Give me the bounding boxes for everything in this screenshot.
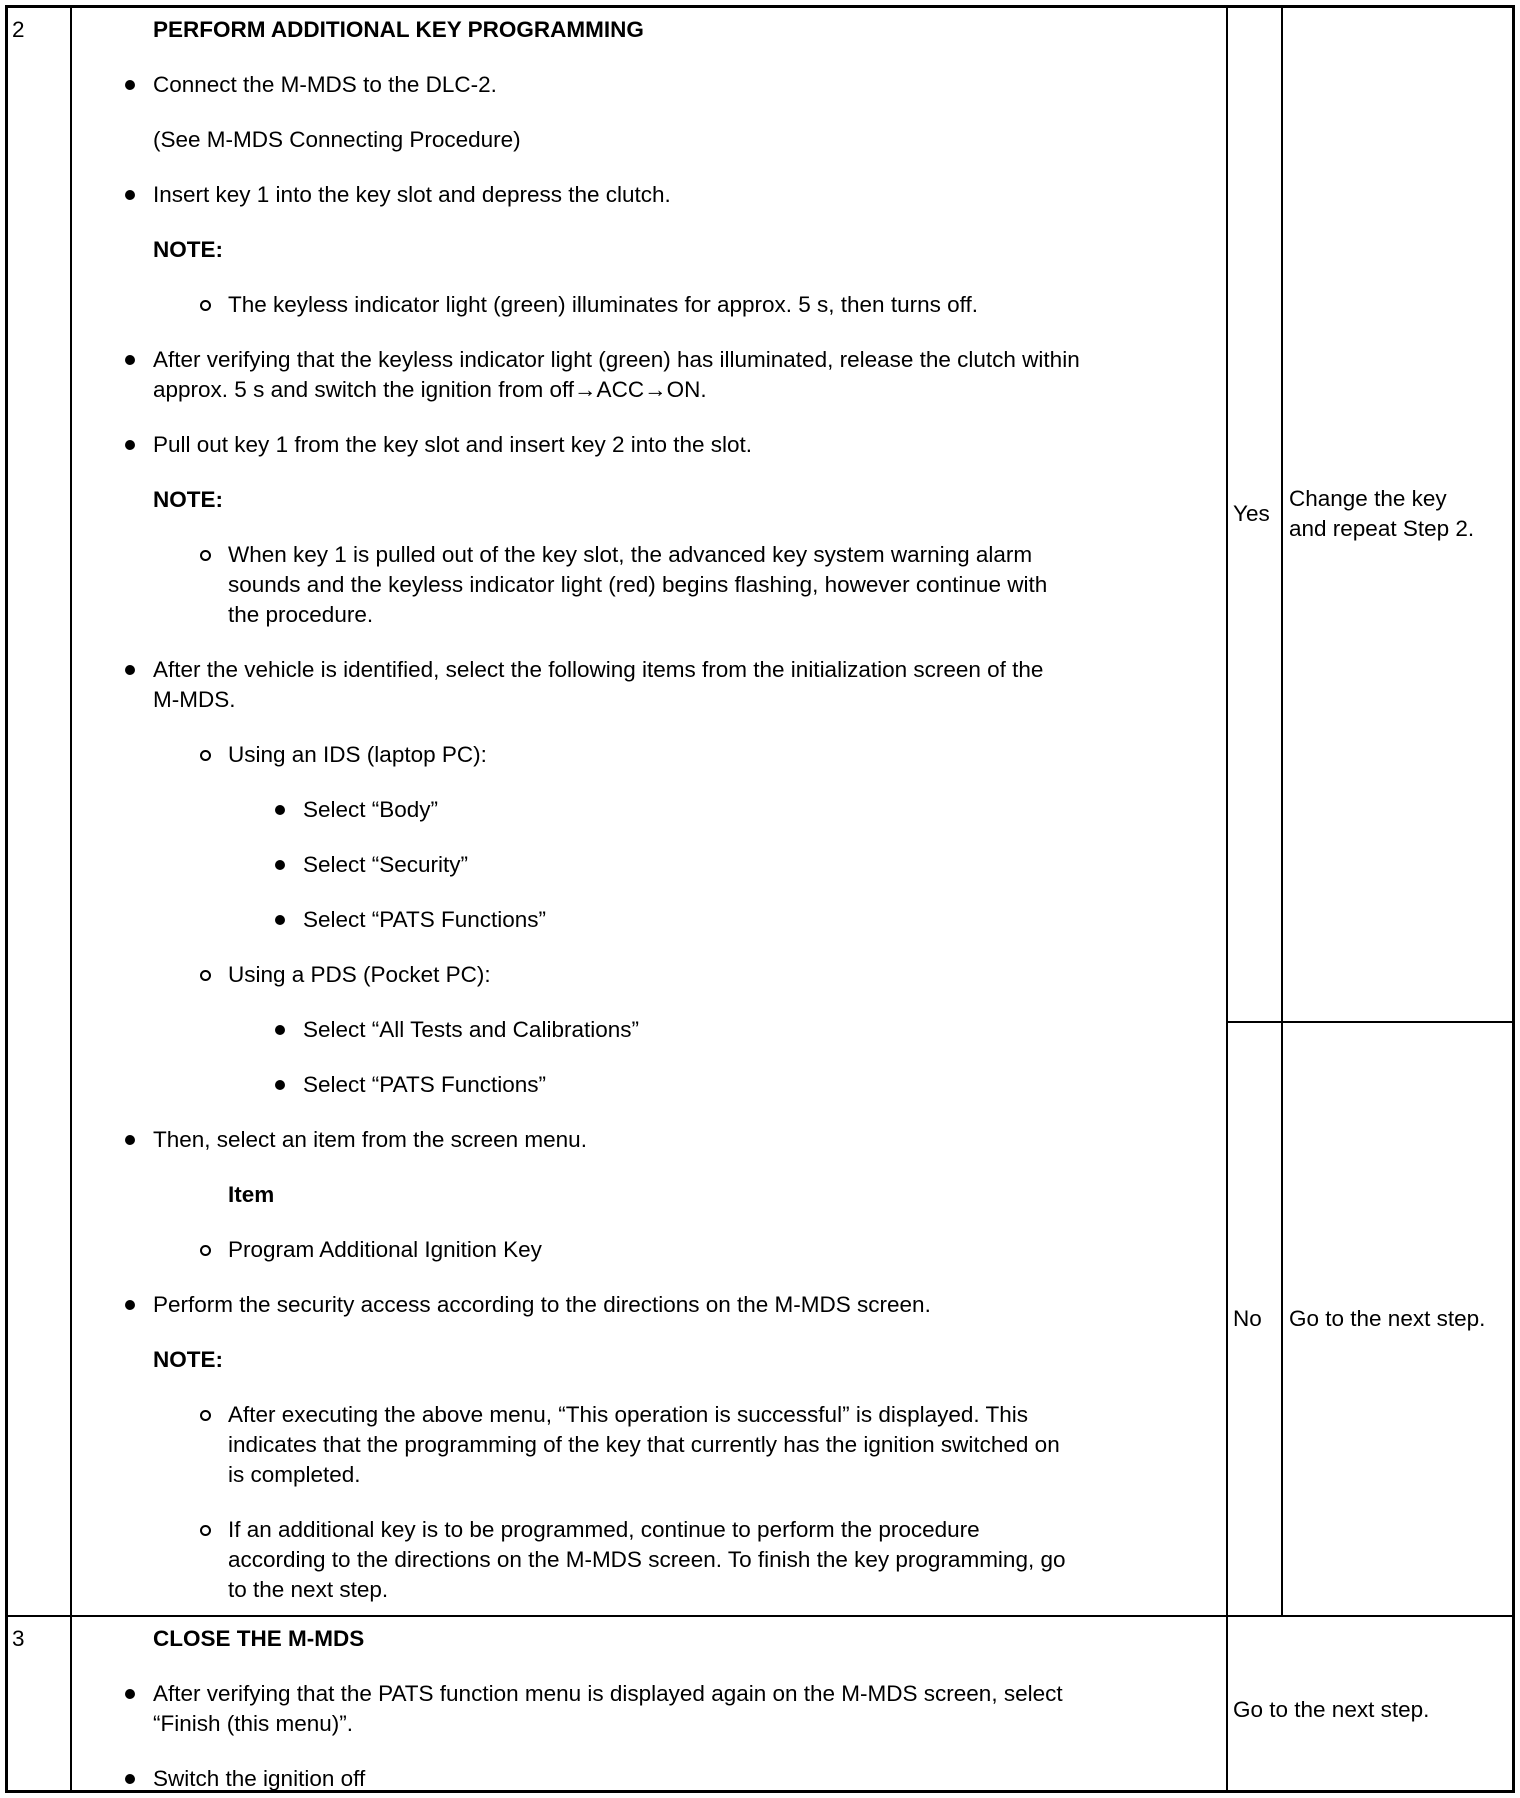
result-yes-label: Yes — [1233, 501, 1270, 526]
item-text: Insert key 1 into the key slot and depress the clutch. — [153, 182, 671, 207]
table-border-right — [1512, 5, 1515, 1793]
item-text: After the vehicle is identified, select the following items from the initialization screen of the — [153, 657, 1044, 682]
heading-text: Item — [228, 1182, 275, 1207]
result-no-action: Go to the next step. — [1289, 1306, 1486, 1331]
bullet-dot — [125, 80, 135, 90]
table-border-left — [5, 5, 8, 1793]
item-text: Switch the ignition off — [153, 1766, 366, 1791]
bullet-dot — [125, 1774, 135, 1784]
table-border-top — [5, 5, 1515, 8]
bullet-dot — [275, 915, 285, 925]
item-text: M-MDS. — [153, 687, 236, 712]
answer-column-divider — [1281, 5, 1283, 1617]
item-text: After verifying that the keyless indicator light (green) has illuminated, release the clutch within — [153, 347, 1080, 372]
bullet-dot — [125, 1689, 135, 1699]
item-text: indicates that the programming of the key that currently has the ignition switched on — [228, 1432, 1060, 1457]
item-text: After verifying that the PATS function menu is displayed again on the M-MDS screen, select — [153, 1681, 1063, 1706]
item-text: If an additional key is to be programmed, continue to perform the procedure — [228, 1517, 980, 1542]
bullet-dot — [275, 860, 285, 870]
item-text: When key 1 is pulled out of the key slot, the advanced key system warning alarm — [228, 542, 1033, 567]
item-text: The keyless indicator light (green) illuminates for approx. 5 s, then turns off. — [228, 292, 978, 317]
bullet-dot — [125, 355, 135, 365]
results-column-divider — [1226, 5, 1228, 1793]
item-text: Pull out key 1 from the key slot and insert key 2 into the slot. — [153, 432, 753, 457]
item-text: Select “Security” — [303, 852, 469, 877]
heading-text: NOTE: — [153, 487, 223, 512]
item-text: “Finish (this menu)”. — [153, 1711, 354, 1736]
bullet-circle — [200, 750, 211, 761]
bullet-dot — [275, 1025, 285, 1035]
bullet-dot — [125, 665, 135, 675]
item-text: the procedure. — [228, 602, 374, 627]
item-text: is completed. — [228, 1462, 361, 1487]
item-text: Select “PATS Functions” — [303, 1072, 546, 1097]
bullet-circle — [200, 550, 211, 561]
bullet-dot — [275, 805, 285, 815]
bullet-circle — [200, 970, 211, 981]
row-divider — [5, 1615, 1515, 1617]
item-text: Program Additional Ignition Key — [228, 1237, 542, 1262]
item-text: approx. 5 s and switch the ignition from off→ACC→ON. — [153, 377, 707, 402]
item-text: (See M-MDS Connecting Procedure) — [153, 127, 521, 152]
item-text: After executing the above menu, “This operation is successful” is displayed. This — [228, 1402, 1028, 1427]
yes-no-divider — [1226, 1021, 1515, 1023]
bullet-circle — [200, 1410, 211, 1421]
step-3-action: Go to the next step. — [1233, 1697, 1430, 1722]
heading-text: NOTE: — [153, 1347, 223, 1372]
bullet-dot — [125, 190, 135, 200]
heading-text: CLOSE THE M-MDS — [153, 1626, 365, 1651]
item-text: Perform the security access according to the directions on the M-MDS screen. — [153, 1292, 931, 1317]
bullet-dot — [125, 440, 135, 450]
bullet-circle — [200, 1525, 211, 1536]
bullet-circle — [200, 300, 211, 311]
item-text: Select “PATS Functions” — [303, 907, 546, 932]
item-text: Using a PDS (Pocket PC): — [228, 962, 491, 987]
item-text: Using an IDS (laptop PC): — [228, 742, 487, 767]
step-column-divider — [70, 5, 72, 1793]
item-text: Select “All Tests and Calibrations” — [303, 1017, 639, 1042]
item-text: according to the directions on the M-MDS screen. To finish the key programming, go — [228, 1547, 1066, 1572]
bullet-dot — [125, 1135, 135, 1145]
item-text: Select “Body” — [303, 797, 439, 822]
item-text: sounds and the keyless indicator light (red) begins flashing, however continue with — [228, 572, 1048, 597]
item-text: Then, select an item from the screen menu. — [153, 1127, 587, 1152]
bullet-dot — [125, 1300, 135, 1310]
item-text: to the next step. — [228, 1577, 389, 1602]
heading-text: PERFORM ADDITIONAL KEY PROGRAMMING — [153, 17, 644, 42]
bullet-dot — [275, 1080, 285, 1090]
bullet-circle — [200, 1245, 211, 1256]
item-text: Connect the M-MDS to the DLC-2. — [153, 72, 497, 97]
result-yes-action: Change the key and repeat Step 2. — [1289, 486, 1475, 541]
result-no-label: No — [1233, 1306, 1262, 1331]
heading-text: NOTE: — [153, 237, 223, 262]
step-number: 3 — [12, 1626, 25, 1651]
step-number: 2 — [12, 17, 25, 42]
